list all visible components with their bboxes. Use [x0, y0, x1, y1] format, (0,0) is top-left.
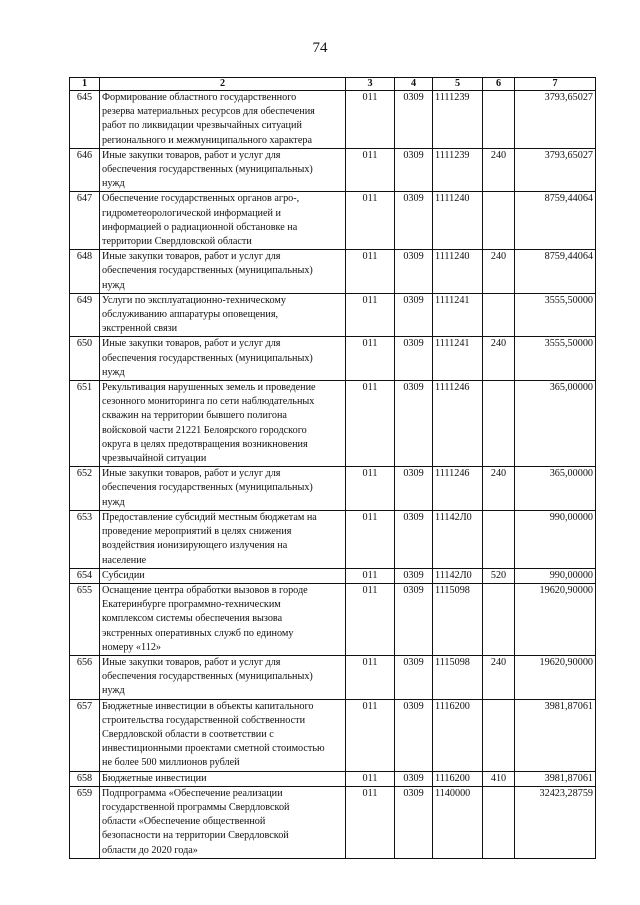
table-row	[70, 192, 596, 250]
amount: 990,00000	[515, 568, 596, 583]
description-line: Оснащение центра обработки вызовов в городе	[102, 584, 308, 596]
row-description	[100, 250, 346, 294]
section-code: 0309	[395, 148, 433, 192]
description-line: Субсидии	[102, 569, 145, 581]
description-line: Подпрограмма «Обеспечение реализации	[102, 787, 283, 799]
section-code: 0309	[395, 192, 433, 250]
target-article-code: 11142Л0	[433, 510, 483, 568]
description-line: экстренных оперативных служб по единому	[102, 627, 294, 639]
row-description	[100, 91, 346, 149]
row-description	[100, 381, 346, 467]
target-article-code: 1140000	[433, 786, 483, 858]
description-line: Иные закупки товаров, работ и услуг для	[102, 468, 281, 480]
section-code: 0309	[395, 91, 433, 149]
row-number: 649	[70, 293, 100, 337]
amount: 990,00000	[515, 510, 596, 568]
expense-type-code	[483, 192, 515, 250]
description-line: обеспечения государственных (муниципальных)	[102, 164, 313, 176]
description-line: Иные закупки товаров, работ и услуг для	[102, 338, 281, 350]
expense-type-code: 410	[483, 771, 515, 786]
section-code: 0309	[395, 568, 433, 583]
section-code: 0309	[395, 337, 433, 381]
table-row	[70, 467, 596, 511]
amount: 8759,44064	[515, 192, 596, 250]
amount: 365,00000	[515, 381, 596, 467]
expense-type-code: 240	[483, 337, 515, 381]
target-article-code: 1111241	[433, 337, 483, 381]
table-row	[70, 293, 596, 337]
ministry-code: 011	[346, 655, 395, 699]
target-article-code: 1111240	[433, 192, 483, 250]
row-number: 657	[70, 699, 100, 771]
description-line: области до 2020 года»	[102, 844, 198, 856]
description-line: Екатеринбурге программно-техническим	[102, 599, 281, 611]
amount: 32423,28759	[515, 786, 596, 858]
expense-type-code: 520	[483, 568, 515, 583]
description-line: войсковой части 21221 Белоярского городского	[102, 424, 307, 436]
description-line: Формирование областного государственного	[102, 92, 297, 103]
expense-type-code	[483, 510, 515, 568]
row-number: 647	[70, 192, 100, 250]
row-number: 651	[70, 381, 100, 467]
row-description	[100, 337, 346, 381]
description-line: территории Свердловской области	[102, 236, 252, 248]
col-header-2: 2	[100, 78, 346, 91]
description-line: проведение мероприятий в целях снижения	[102, 526, 292, 538]
ministry-code: 011	[346, 381, 395, 467]
expense-type-code	[483, 583, 515, 655]
row-number: 645	[70, 91, 100, 149]
ministry-code: 011	[346, 699, 395, 771]
row-description	[100, 786, 346, 858]
description-line: обслуживанию аппаратуры оповещения,	[102, 309, 279, 321]
description-line: Рекультивация нарушенных земель и проведение	[102, 382, 316, 394]
row-description	[100, 699, 346, 771]
description-line: номеру «112»	[102, 641, 162, 653]
row-description	[100, 510, 346, 568]
target-article-code: 1116200	[433, 699, 483, 771]
row-description	[100, 568, 346, 583]
description-line: Услуги по эксплуатационно-техническому	[102, 294, 286, 306]
target-article-code: 11142Л0	[433, 568, 483, 583]
expense-type-code: 240	[483, 148, 515, 192]
row-description	[100, 467, 346, 511]
description-line: скважин на территории бывшего полигона	[102, 410, 287, 422]
description-line: безопасности на территории Свердловской	[102, 830, 289, 842]
row-number: 656	[70, 655, 100, 699]
table-row	[70, 337, 596, 381]
section-code: 0309	[395, 583, 433, 655]
description-line: Иные закупки товаров, работ и услуг для	[102, 251, 281, 263]
col-header-7: 7	[515, 78, 596, 91]
ministry-code: 011	[346, 510, 395, 568]
description-line: сезонного мониторинга по сети наблюдательных	[102, 396, 315, 408]
budget-table	[69, 77, 596, 859]
section-code: 0309	[395, 510, 433, 568]
expense-type-code: 240	[483, 250, 515, 294]
target-article-code: 1111246	[433, 467, 483, 511]
description-line: области «Обеспечение общественной	[102, 816, 266, 828]
ministry-code: 011	[346, 568, 395, 583]
table-row	[70, 771, 596, 786]
table-row	[70, 655, 596, 699]
table-row	[70, 583, 596, 655]
ministry-code: 011	[346, 771, 395, 786]
description-line: Бюджетные инвестиции в объекты капитального	[102, 700, 314, 712]
row-number: 653	[70, 510, 100, 568]
row-number: 648	[70, 250, 100, 294]
description-line: нужд	[102, 496, 125, 508]
table-row	[70, 786, 596, 858]
amount: 3981,87061	[515, 699, 596, 771]
amount: 3981,87061	[515, 771, 596, 786]
col-header-5: 5	[433, 78, 483, 91]
section-code: 0309	[395, 467, 433, 511]
description-line: строительства государственной собственности	[102, 714, 306, 726]
description-line: Обеспечение государственных органов агро-,	[102, 193, 300, 205]
section-code: 0309	[395, 381, 433, 467]
expense-type-code	[483, 91, 515, 149]
description-line: гидрометеорологической информацией и	[102, 207, 281, 219]
target-article-code: 1111241	[433, 293, 483, 337]
target-article-code: 1111239	[433, 148, 483, 192]
expense-type-code	[483, 381, 515, 467]
row-number: 646	[70, 148, 100, 192]
ministry-code: 011	[346, 583, 395, 655]
description-line: резерва материальных ресурсов для обеспечения	[102, 106, 315, 118]
amount: 19620,90000	[515, 583, 596, 655]
expense-type-code: 240	[483, 467, 515, 511]
section-code: 0309	[395, 771, 433, 786]
expense-type-code	[483, 786, 515, 858]
expense-type-code: 240	[483, 655, 515, 699]
target-article-code: 1111240	[433, 250, 483, 294]
target-article-code: 1115098	[433, 583, 483, 655]
col-header-3: 3	[346, 78, 395, 91]
row-description	[100, 771, 346, 786]
description-line: экстренной связи	[102, 323, 178, 335]
expense-type-code	[483, 293, 515, 337]
amount: 3555,50000	[515, 337, 596, 381]
row-description	[100, 583, 346, 655]
description-line: нужд	[102, 279, 125, 291]
section-code: 0309	[395, 655, 433, 699]
description-line: инвестиционными проектами сметной стоимостью	[102, 743, 325, 755]
row-description	[100, 148, 346, 192]
description-line: работ по ликвидации чрезвычайных ситуаций	[102, 120, 302, 132]
section-code: 0309	[395, 250, 433, 294]
description-line: комплексом системы обеспечения вызова	[102, 613, 283, 625]
amount: 8759,44064	[515, 250, 596, 294]
table-row	[70, 510, 596, 568]
col-header-1: 1	[70, 78, 100, 91]
description-line: нужд	[102, 685, 125, 697]
table-row	[70, 91, 596, 149]
row-number: 658	[70, 771, 100, 786]
amount: 3555,50000	[515, 293, 596, 337]
target-article-code: 1111246	[433, 381, 483, 467]
table-body	[70, 91, 596, 859]
description-line: регионального и межмуниципального характера	[102, 134, 313, 146]
row-description	[100, 192, 346, 250]
ministry-code: 011	[346, 293, 395, 337]
target-article-code: 1111239	[433, 91, 483, 149]
row-number: 650	[70, 337, 100, 381]
description-line: информацией о радиационной обстановке на	[102, 221, 298, 233]
description-line: государственной программы Свердловской	[102, 801, 290, 813]
col-header-4: 4	[395, 78, 433, 91]
amount: 3793,65027	[515, 148, 596, 192]
row-description	[100, 655, 346, 699]
target-article-code: 1115098	[433, 655, 483, 699]
col-header-6: 6	[483, 78, 515, 91]
description-line: нужд	[102, 178, 125, 190]
description-line: Бюджетные инвестиции	[102, 772, 207, 784]
ministry-code: 011	[346, 467, 395, 511]
ministry-code: 011	[346, 192, 395, 250]
section-code: 0309	[395, 293, 433, 337]
row-number: 652	[70, 467, 100, 511]
description-line: обеспечения государственных (муниципальных)	[102, 671, 313, 683]
description-line: нужд	[102, 366, 125, 378]
description-line: Предоставление субсидий местным бюджетам на	[102, 511, 317, 523]
ministry-code: 011	[346, 91, 395, 149]
description-line: Свердловской области в соответствии с	[102, 728, 274, 740]
description-line: чрезвычайной ситуации	[102, 453, 207, 465]
ministry-code: 011	[346, 786, 395, 858]
amount: 19620,90000	[515, 655, 596, 699]
row-number: 659	[70, 786, 100, 858]
description-line: округа в целях предотвращения возникновения	[102, 438, 308, 450]
table-row	[70, 699, 596, 771]
description-line: обеспечения государственных (муниципальных)	[102, 482, 313, 494]
section-code: 0309	[395, 786, 433, 858]
row-description	[100, 293, 346, 337]
description-line: не более 500 миллионов рублей	[102, 757, 240, 769]
ministry-code: 011	[346, 337, 395, 381]
description-line: Иные закупки товаров, работ и услуг для	[102, 656, 281, 668]
description-line: обеспечения государственных (муниципальных)	[102, 352, 313, 364]
row-number: 654	[70, 568, 100, 583]
section-code: 0309	[395, 699, 433, 771]
expense-type-code	[483, 699, 515, 771]
table-row	[70, 568, 596, 583]
page-number: 74	[312, 40, 328, 56]
table-row	[70, 250, 596, 294]
description-line: воздействия ионизирующего излучения на	[102, 540, 288, 552]
ministry-code: 011	[346, 250, 395, 294]
table-row	[70, 381, 596, 467]
target-article-code: 1116200	[433, 771, 483, 786]
description-line: обеспечения государственных (муниципальных)	[102, 265, 313, 277]
table-row	[70, 148, 596, 192]
header-row	[70, 78, 596, 91]
amount: 3793,65027	[515, 91, 596, 149]
ministry-code: 011	[346, 148, 395, 192]
description-line: население	[102, 554, 147, 566]
row-number: 655	[70, 583, 100, 655]
description-line: Иные закупки товаров, работ и услуг для	[102, 149, 281, 161]
amount: 365,00000	[515, 467, 596, 511]
